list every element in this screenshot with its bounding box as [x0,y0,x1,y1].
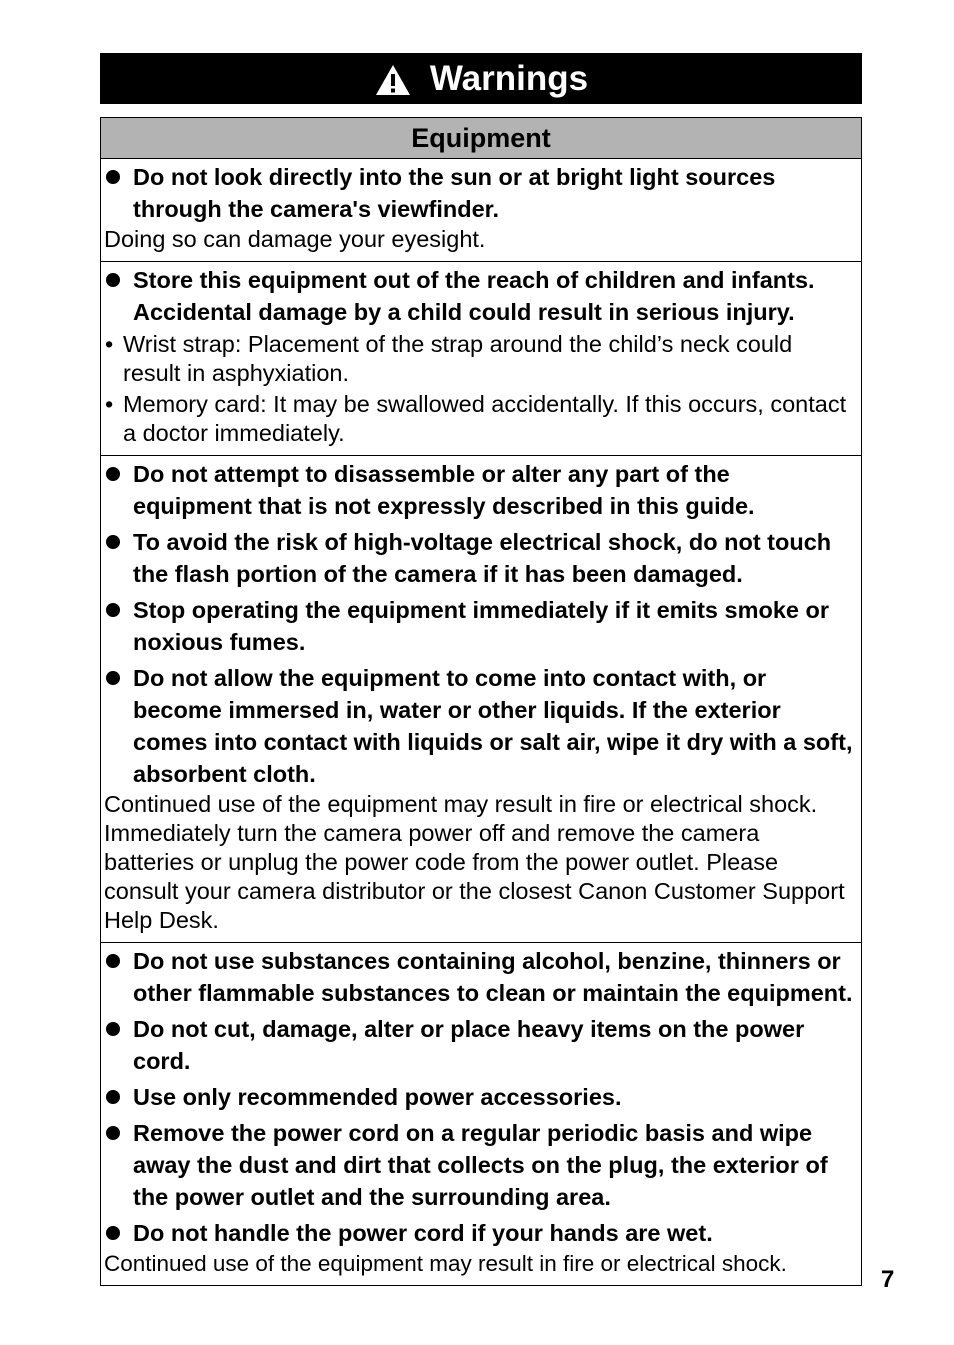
warning-triangle-icon [374,63,412,97]
warning-item: Do not cut, damage, alter or place heavy items on the power cord. [104,1012,853,1077]
sub-bullet-icon: • [105,391,114,417]
banner-title: Warnings [429,58,589,98]
warning-block-power [101,944,861,1285]
warning-item: Do not look directly into the sun or at bright light sources through the camera's viewfinder. [104,160,853,225]
block-note: Doing so can damage your eyesight. [104,226,486,252]
bullet-dot-icon [106,671,120,685]
warning-item: Do not attempt to disassemble or alter any part of the equipment that is not expressly described in this guide. [104,457,853,522]
bullet-dot-icon [106,170,120,184]
warning-item: Use only recommended power accessories. [104,1080,853,1113]
warning-block-eyesight [101,160,861,262]
bullet-dot-icon [106,1022,120,1036]
sub-item: • Memory card: It may be swallowed accidentally. If this occurs, contact a doctor immediately. [105,391,847,446]
warning-block-children [101,263,861,456]
section-header: Equipment [101,118,861,159]
bullet-dot-icon [106,273,120,287]
warning-item: Stop operating the equipment immediately if it emits smoke or noxious fumes. [104,593,853,658]
block-note: Continued use of the equipment may result in fire or electrical shock. Immediately turn the camera power off and remove the camera batteries or unplug the power code from the power outlet. Please consult your camera distributor or the closest Canon Customer Support Help Desk. [104,791,845,933]
bullet-dot-icon [106,954,120,968]
warning-item: Do not handle the power cord if your hands are wet. [104,1216,853,1249]
warning-item: Store this equipment out of the reach of children and infants. Accidental damage by a child could result in serious injury. [104,263,853,328]
bullet-dot-icon [106,467,120,481]
bullet-dot-icon [106,1126,120,1140]
sub-bullet-icon: • [105,331,114,357]
warnings-banner [100,53,862,104]
warning-item: To avoid the risk of high-voltage electrical shock, do not touch the flash portion of the camera if it has been damaged. [104,525,853,590]
page-number: 7 [881,1266,895,1293]
bullet-dot-icon [106,1226,120,1240]
block-note: Continued use of the equipment may result in fire or electrical shock. [104,1251,787,1276]
warning-item: Do not use substances containing alcohol, benzine, thinners or other flammable substances to clean or maintain the equipment. [104,944,853,1009]
bullet-dot-icon [106,535,120,549]
bullet-dot-icon [106,1090,120,1104]
equipment-table [100,117,862,1286]
warning-item: Remove the power cord on a regular periodic basis and wipe away the dust and dirt that collects on the plug, the exterior of the power outlet and the surrounding area. [104,1116,853,1213]
warning-item: Do not allow the equipment to come into contact with, or become immersed in, water or other liquids. If the exterior comes into contact with liquids or salt air, wipe it dry with a soft, absorbent cloth. [104,661,853,790]
bullet-dot-icon [106,603,120,617]
sub-item: • Wrist strap: Placement of the strap around the child’s neck could result in asphyxiation. [105,331,793,386]
warning-block-disassembly [101,457,861,943]
